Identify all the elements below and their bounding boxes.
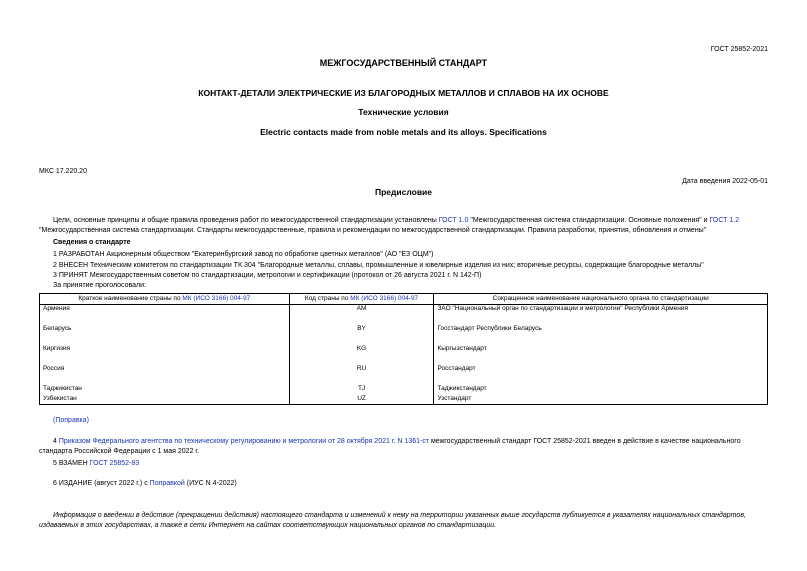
national-body: Таджикстандарт xyxy=(434,385,768,395)
intro-text-3: "Межгосударственная система стандартизации. Стандарты межгосударственные, правила и рекомендации по межгосударственной стандартизации. Правила разработки, принятия, обновления и отмены" xyxy=(39,227,707,234)
country-code: TJ xyxy=(289,385,434,395)
preface-heading: Предисловие xyxy=(374,187,433,197)
header-country-code: Код страны по МК (ИСО 3166) 004-97 xyxy=(289,294,434,305)
item-6: 6 ИЗДАНИЕ (август 2022 г.) с Поправкой (ИУС N 4-2022) xyxy=(53,480,237,487)
country-code: BY xyxy=(289,325,434,345)
country-name: Армения xyxy=(40,305,290,325)
gost-1-0-link[interactable]: ГОСТ 1.0 xyxy=(438,217,469,224)
national-body: Узстандарт xyxy=(434,395,768,405)
national-body: Госстандарт Республики Беларусь xyxy=(434,325,768,345)
mk-iso-link[interactable]: МК (ИСО 3166) 004-97 xyxy=(182,295,251,302)
voting-countries-table xyxy=(39,293,768,405)
table-row xyxy=(40,325,768,345)
country-name: Киргизия xyxy=(40,345,290,365)
document-title: КОНТАКТ-ДЕТАЛИ ЭЛЕКТРИЧЕСКИЕ ИЗ БЛАГОРОДНЫХ МЕТАЛЛОВ И СПЛАВОВ НА ИХ ОСНОВЕ xyxy=(198,88,609,98)
order-link[interactable]: Приказом Федерального агентства по техническому регулированию и метрологии от 28 октября 2021 г. N 1361-ст xyxy=(58,438,430,445)
table-row xyxy=(40,345,768,365)
amendment-inline-link[interactable]: Поправкой xyxy=(149,480,185,487)
standard-info-heading: Сведения о стандарте xyxy=(53,239,131,246)
item-3: 3 ПРИНЯТ Межгосударственным советом по стандартизации, метрологии и сертификации (протокол от 26 августа 2021 г. N 142-П) xyxy=(53,272,482,279)
country-name: Беларусь xyxy=(40,325,290,345)
national-body: Кыргызстандарт xyxy=(434,345,768,365)
intro-paragraph xyxy=(39,216,768,236)
standard-type: МЕЖГОСУДАРСТВЕННЫЙ СТАНДАРТ xyxy=(319,58,488,68)
gost-1-2-link[interactable]: ГОСТ 1.2 xyxy=(709,217,740,224)
table-header-row xyxy=(40,294,768,305)
table-row xyxy=(40,365,768,385)
introduction-date: Дата введения 2022-05-01 xyxy=(682,178,768,185)
header-national-body: Сокращенное наименование национального органа по стандартизации xyxy=(434,294,768,305)
voted-label: За принятие проголосовали: xyxy=(53,282,146,289)
national-body: Росстандарт xyxy=(434,365,768,385)
table-row xyxy=(40,395,768,405)
document-subtitle: Технические условия xyxy=(358,107,449,117)
publication-note: Информация о введении в действие (прекращении действия) настоящего стандарта и изменений к нему на территории указанных выше государств публикуется в указателях национальных стандартов, издаваемых в этих государствах, а также в сети Интернет на сайтах соответствующих национальных органов по стандартизации. xyxy=(39,512,746,529)
country-name: Узбекистан xyxy=(40,395,290,405)
amendment-link[interactable]: (Поправка) xyxy=(53,417,89,424)
item-5: 5 ВЗАМЕН ГОСТ 25852-83 xyxy=(53,460,140,467)
country-code: RU xyxy=(289,365,434,385)
country-code: UZ xyxy=(289,395,434,405)
item-1: 1 РАЗРАБОТАН Акционерным обществом "Екатеринбургский завод по обработке цветных металлов" (АО "ЕЗ ОЦМ") xyxy=(53,251,434,258)
item-2: 2 ВНЕСЕН Техническим комитетом по стандартизации ТК 304 "Благородные металлы, сплавы, промышленные и ювелирные изделия из них; вторичные ресурсы, содержащие благородные металлы" xyxy=(53,262,704,269)
mk-iso-link[interactable]: МК (ИСО 3166) 004-97 xyxy=(350,295,419,302)
table-row xyxy=(40,305,768,325)
national-body: ЗАО "Национальный орган по стандартизации и метрологии" Республики Армения xyxy=(434,305,768,325)
gost-25852-83-link[interactable]: ГОСТ 25852-83 xyxy=(89,460,140,467)
country-name: Россия xyxy=(40,365,290,385)
intro-text-2: "Межгосударственная система стандартизации. Основные положения" и xyxy=(468,217,710,224)
intro-text-1: Цели, основные принципы и общие правила проведения работ по межгосударственной стандартизации установлены xyxy=(53,217,439,224)
country-code: KG xyxy=(289,345,434,365)
document-code: ГОСТ 25852-2021 xyxy=(710,46,768,53)
item-4: 4 Приказом Федерального агентства по техническому регулированию и метрологии от 28 октября 2021 г. N 1361-ст межгосударственный стандарт ГОСТ 25852-2021 введен в действие в качестве национального стандарта Российской Федерации с 1 мая 2022 г. xyxy=(39,438,741,455)
header-country-name: Краткое наименование страны по МК (ИСО 3166) 004-97 xyxy=(40,294,290,305)
table-row xyxy=(40,385,768,395)
document-title-english: Electric contacts made from noble metals and its alloys. Specifications xyxy=(260,127,547,137)
mks-code: МКС 17.220.20 xyxy=(39,168,87,175)
country-code: AM xyxy=(289,305,434,325)
country-name: Таджикистан xyxy=(40,385,290,395)
